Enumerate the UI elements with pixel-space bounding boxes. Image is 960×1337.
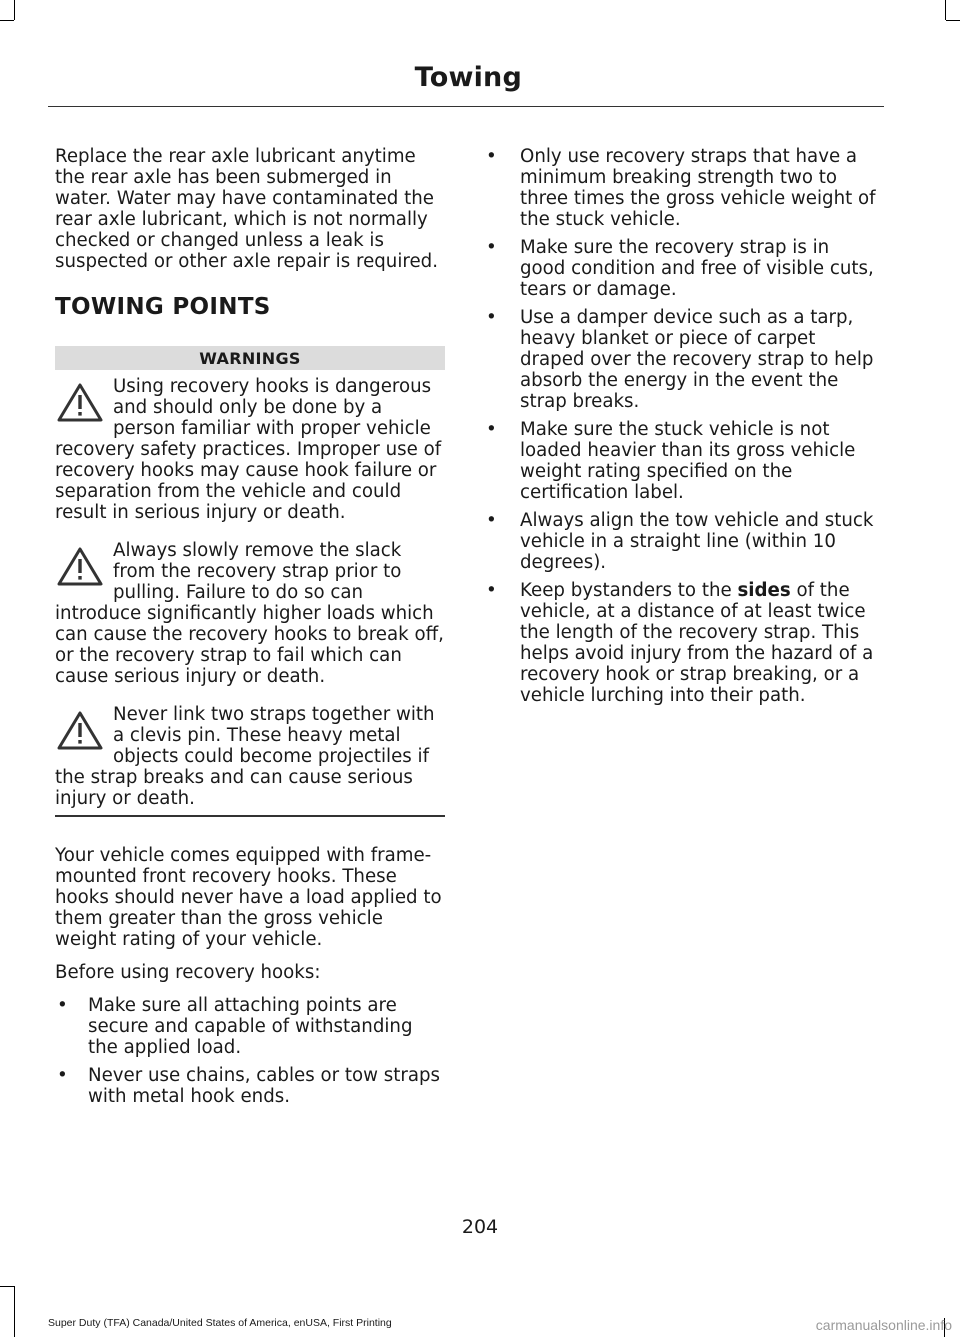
intro-paragraph: Replace the rear axle lubricant anytime the rear axle has been submerged in water. Water may have contaminated the rear axle lubricant, which is not normally checked or changed unless a leak is suspected or other axle repair is required. xyxy=(55,146,438,272)
crop-mark xyxy=(14,0,15,20)
list-item-text: Never use chains, cables or tow straps with metal hook ends. xyxy=(88,1064,441,1107)
right-column xyxy=(484,146,880,713)
bullet-glyph: • xyxy=(486,510,497,531)
warning-item xyxy=(55,540,445,687)
emphasis-text: sides xyxy=(737,580,791,601)
list-item xyxy=(484,307,880,412)
page-title: Towing xyxy=(414,62,522,93)
warning-text: Never link two straps together with a clevis pin. These heavy metal objects could become projectiles if the strap breaks and can cause serious injury or death. xyxy=(55,704,435,809)
warning-item xyxy=(55,376,445,523)
warning-triangle-icon xyxy=(55,708,105,752)
warning-item xyxy=(55,704,445,809)
list-item-text-end: of the vehicle, at a distance of at least twice the length of the recovery strap. This helps avoid injury from the hazard of a recovery hook or strap breaking, or a vehicle lurching into their path. xyxy=(520,580,874,706)
list-item xyxy=(55,1065,445,1107)
list-item xyxy=(55,995,445,1058)
warning-triangle-icon xyxy=(55,544,105,588)
list-item-text: Only use recovery straps that have a minimum breaking strength two to three times the gross vehicle weight of the stuck vehicle. xyxy=(520,146,876,230)
list-item-text: Use a damper device such as a tarp, heavy blanket or piece of carpet draped over the recovery strap to help absorb the energy in the event the strap breaks. xyxy=(520,307,874,412)
list-item xyxy=(484,146,880,230)
watermark: carmanualsonline.info xyxy=(815,1317,952,1333)
crop-mark xyxy=(0,1286,14,1287)
crop-mark xyxy=(946,20,960,21)
list-item-text xyxy=(520,580,873,706)
list-item xyxy=(484,419,880,503)
bullet-list xyxy=(484,146,880,706)
bullet-glyph: • xyxy=(486,237,497,258)
list-item xyxy=(484,580,880,706)
bullet-glyph: • xyxy=(486,146,497,167)
list-item-text: Make sure the recovery strap is in good condition and free of visible cuts, tears or damage. xyxy=(520,237,874,300)
list-item-text-start: Keep bystanders to the xyxy=(520,580,738,601)
section-title: TOWING POINTS xyxy=(55,294,271,320)
list-item-text: Make sure all attaching points are secure and capable of withstanding the applied load. xyxy=(88,994,413,1058)
list-item-text: Make sure the stuck vehicle is not loaded heavier than its gross vehicle weight rating specified on the certification label. xyxy=(520,419,856,503)
crop-mark xyxy=(0,20,14,21)
list-item xyxy=(484,237,880,300)
bullet-glyph: • xyxy=(57,994,68,1016)
crop-mark xyxy=(945,0,946,20)
warning-text: Always slowly remove the slack from the recovery strap prior to pulling. Failure to do so can introduce significantly higher loads which can cause the recovery hooks to break off, or the recovery strap to fail which can cause serious injury or death. xyxy=(55,540,444,687)
warning-triangle-icon xyxy=(55,380,105,424)
page-number: 204 xyxy=(461,1216,499,1238)
before-label: Before using recovery hooks: xyxy=(55,961,321,983)
warnings-header: WARNINGS xyxy=(55,346,445,370)
list-item-text: Always align the tow vehicle and stuck vehicle in a straight line (within 10 degrees). xyxy=(520,510,874,573)
list-item xyxy=(484,510,880,573)
warnings-end-divider xyxy=(55,815,445,817)
bullet-glyph: • xyxy=(486,419,497,440)
bullet-list xyxy=(55,995,445,1107)
footer-text: Super Duty (TFA) Canada/United States of America, enUSA, First Printing xyxy=(48,1317,392,1329)
bullet-glyph: • xyxy=(486,580,497,601)
bullet-glyph: • xyxy=(486,307,497,328)
crop-mark xyxy=(14,1286,15,1337)
warning-text: Using recovery hooks is dangerous and should only be done by a person familiar with proper vehicle recovery safety practices. Improper use of recovery hooks may cause hook failure or separation from the vehicle and could result in serious injury or death. xyxy=(55,376,442,523)
bullet-glyph: • xyxy=(57,1064,68,1086)
header-divider xyxy=(48,106,884,107)
left-column xyxy=(55,146,445,1114)
body-paragraph: Your vehicle comes equipped with frame-mounted front recovery hooks. These hooks should never have a load applied to them greater than the gross vehicle weight rating of your vehicle. xyxy=(55,844,442,950)
